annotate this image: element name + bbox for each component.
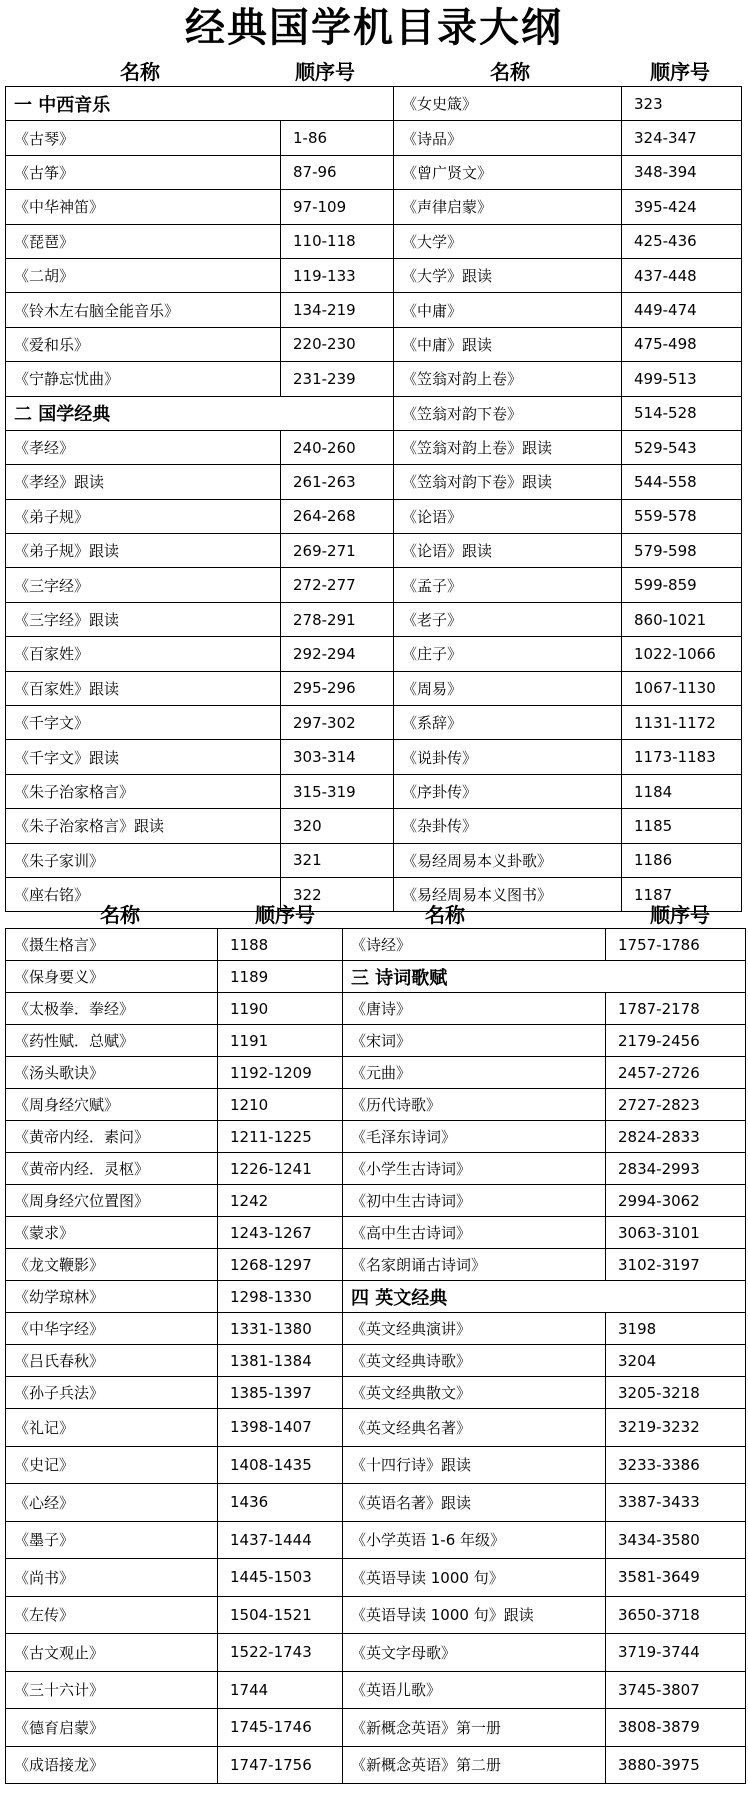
table-row xyxy=(6,637,742,671)
item-name: 《笠翁对韵下卷》 xyxy=(394,396,622,430)
item-name: 《小学生古诗词》 xyxy=(343,1153,606,1185)
item-seq: 292-294 xyxy=(281,637,394,671)
section-heading: 三 诗词歌赋 xyxy=(343,961,746,993)
table-row xyxy=(6,740,742,774)
table-row xyxy=(6,258,742,292)
section-heading: 二 国学经典 xyxy=(6,396,394,430)
item-name: 《蒙求》 xyxy=(6,1217,218,1249)
item-seq: 240-260 xyxy=(281,430,394,464)
item-name: 《太极拳．拳经》 xyxy=(6,993,218,1025)
item-seq: 3650-3718 xyxy=(606,1596,746,1634)
item-seq: 1131-1172 xyxy=(622,706,742,740)
table-row xyxy=(6,1313,746,1345)
table-row xyxy=(6,1559,746,1597)
table-row xyxy=(6,1089,746,1121)
item-name: 《女史箴》 xyxy=(394,87,622,121)
item-seq: 303-314 xyxy=(281,740,394,774)
column-header-seq: 顺序号 xyxy=(255,903,315,927)
item-name: 《名家朗诵古诗词》 xyxy=(343,1249,606,1281)
table-row xyxy=(6,1185,746,1217)
table-row xyxy=(6,1671,746,1709)
item-name: 《论语》跟读 xyxy=(394,534,622,568)
item-seq: 437-448 xyxy=(622,258,742,292)
item-seq: 559-578 xyxy=(622,499,742,533)
item-seq: 295-296 xyxy=(281,671,394,705)
item-seq: 514-528 xyxy=(622,396,742,430)
item-name: 《百家姓》 xyxy=(6,637,281,671)
table-row xyxy=(6,224,742,258)
item-seq: 1436 xyxy=(218,1484,343,1522)
item-name: 《英文经典演讲》 xyxy=(343,1313,606,1345)
table-row xyxy=(6,1377,746,1409)
item-seq: 1268-1297 xyxy=(218,1249,343,1281)
item-seq: 1185 xyxy=(622,809,742,843)
item-name: 《二胡》 xyxy=(6,258,281,292)
item-name: 《大学》跟读 xyxy=(394,258,622,292)
item-name: 《黄帝内经．素问》 xyxy=(6,1121,218,1153)
item-seq: 395-424 xyxy=(622,190,742,224)
item-name: 《中庸》跟读 xyxy=(394,327,622,361)
table-row xyxy=(6,1409,746,1447)
item-name: 《唐诗》 xyxy=(343,993,606,1025)
item-name: 《笠翁对韵上卷》跟读 xyxy=(394,430,622,464)
item-seq: 3205-3218 xyxy=(606,1377,746,1409)
item-name: 《朱子治家格言》 xyxy=(6,774,281,808)
item-name: 《吕氏春秋》 xyxy=(6,1345,218,1377)
item-seq: 3880-3975 xyxy=(606,1746,746,1784)
item-seq: 3387-3433 xyxy=(606,1484,746,1522)
item-name: 《易经周易本义卦歌》 xyxy=(394,843,622,877)
item-seq: 1757-1786 xyxy=(606,929,746,961)
item-name: 《中华神笛》 xyxy=(6,190,281,224)
column-header-name: 名称 xyxy=(100,903,140,927)
table-row xyxy=(6,327,742,361)
item-name: 《墨子》 xyxy=(6,1521,218,1559)
item-name: 《英语导读 1000 句》跟读 xyxy=(343,1596,606,1634)
item-seq: 599-859 xyxy=(622,568,742,602)
item-seq: 1504-1521 xyxy=(218,1596,343,1634)
item-seq: 2727-2823 xyxy=(606,1089,746,1121)
table-row xyxy=(6,1281,746,1313)
item-seq: 1022-1066 xyxy=(622,637,742,671)
item-seq: 3581-3649 xyxy=(606,1559,746,1597)
item-seq: 1242 xyxy=(218,1185,343,1217)
item-seq: 1331-1380 xyxy=(218,1313,343,1345)
item-seq: 425-436 xyxy=(622,224,742,258)
item-seq: 3719-3744 xyxy=(606,1634,746,1672)
item-name: 《诗经》 xyxy=(343,929,606,961)
column-header-name: 名称 xyxy=(120,60,160,84)
item-name: 《中华字经》 xyxy=(6,1313,218,1345)
table-row xyxy=(6,706,742,740)
table-row xyxy=(6,1249,746,1281)
item-name: 《英语导读 1000 句》 xyxy=(343,1559,606,1597)
item-name: 《英语儿歌》 xyxy=(343,1671,606,1709)
item-seq: 860-1021 xyxy=(622,602,742,636)
item-name: 《孟子》 xyxy=(394,568,622,602)
item-seq: 324-347 xyxy=(622,121,742,155)
item-seq: 579-598 xyxy=(622,534,742,568)
item-seq: 544-558 xyxy=(622,465,742,499)
item-seq: 1191 xyxy=(218,1025,343,1057)
item-name: 《英文经典诗歌》 xyxy=(343,1345,606,1377)
item-seq: 2457-2726 xyxy=(606,1057,746,1089)
item-name: 《幼学琼林》 xyxy=(6,1281,218,1313)
table-row xyxy=(6,1634,746,1672)
item-name: 《新概念英语》第一册 xyxy=(343,1709,606,1747)
table-row xyxy=(6,774,742,808)
table-row xyxy=(6,1746,746,1784)
item-name: 《小学英语 1-6 年级》 xyxy=(343,1521,606,1559)
item-name: 《论语》 xyxy=(394,499,622,533)
table-row xyxy=(6,671,742,705)
item-name: 《药性赋．总赋》 xyxy=(6,1025,218,1057)
item-name: 《朱子治家格言》跟读 xyxy=(6,809,281,843)
table-row xyxy=(6,87,742,121)
item-name: 《弟子规》跟读 xyxy=(6,534,281,568)
item-name: 《龙文鞭影》 xyxy=(6,1249,218,1281)
section-heading: 一 中西音乐 xyxy=(6,87,394,121)
item-seq: 297-302 xyxy=(281,706,394,740)
item-seq: 261-263 xyxy=(281,465,394,499)
item-name: 《英文字母歌》 xyxy=(343,1634,606,1672)
table-row xyxy=(6,929,746,961)
item-name: 《笠翁对韵下卷》跟读 xyxy=(394,465,622,499)
item-seq: 315-319 xyxy=(281,774,394,808)
item-name: 《元曲》 xyxy=(343,1057,606,1089)
item-name: 《周身经穴位置图》 xyxy=(6,1185,218,1217)
item-seq: 1243-1267 xyxy=(218,1217,343,1249)
item-seq: 220-230 xyxy=(281,327,394,361)
item-name: 《古琴》 xyxy=(6,121,281,155)
table-row xyxy=(6,1596,746,1634)
item-name: 《三字经》跟读 xyxy=(6,602,281,636)
item-seq: 3102-3197 xyxy=(606,1249,746,1281)
item-seq: 475-498 xyxy=(622,327,742,361)
item-seq: 1398-1407 xyxy=(218,1409,343,1447)
section-heading: 四 英文经典 xyxy=(343,1281,746,1313)
item-name: 《声律启蒙》 xyxy=(394,190,622,224)
item-name: 《孙子兵法》 xyxy=(6,1377,218,1409)
item-name: 《初中生古诗词》 xyxy=(343,1185,606,1217)
item-name: 《史记》 xyxy=(6,1446,218,1484)
item-name: 《周身经穴赋》 xyxy=(6,1089,218,1121)
table-row xyxy=(6,1153,746,1185)
item-seq: 449-474 xyxy=(622,293,742,327)
column-header-seq: 顺序号 xyxy=(650,903,710,927)
item-name: 《毛泽东诗词》 xyxy=(343,1121,606,1153)
item-name: 《庄子》 xyxy=(394,637,622,671)
item-seq: 3745-3807 xyxy=(606,1671,746,1709)
item-seq: 2179-2456 xyxy=(606,1025,746,1057)
page-title: 经典国学机目录大纲 xyxy=(185,5,563,51)
table-row xyxy=(6,993,746,1025)
item-seq: 119-133 xyxy=(281,258,394,292)
table-row xyxy=(6,1345,746,1377)
item-seq: 1445-1503 xyxy=(218,1559,343,1597)
item-name: 《老子》 xyxy=(394,602,622,636)
item-seq: 321 xyxy=(281,843,394,877)
column-header-seq: 顺序号 xyxy=(295,60,355,84)
item-name: 《笠翁对韵上卷》 xyxy=(394,362,622,396)
item-seq: 1385-1397 xyxy=(218,1377,343,1409)
item-seq: 1210 xyxy=(218,1089,343,1121)
catalog-table-2 xyxy=(5,928,746,1784)
item-seq: 3219-3232 xyxy=(606,1409,746,1447)
item-name: 《孝经》 xyxy=(6,430,281,464)
item-seq: 272-277 xyxy=(281,568,394,602)
table-row xyxy=(6,843,742,877)
item-name: 《千字文》跟读 xyxy=(6,740,281,774)
table-row xyxy=(6,155,742,189)
item-name: 《弟子规》 xyxy=(6,499,281,533)
item-name: 《说卦传》 xyxy=(394,740,622,774)
item-seq: 1186 xyxy=(622,843,742,877)
item-seq: 87-96 xyxy=(281,155,394,189)
item-seq: 3233-3386 xyxy=(606,1446,746,1484)
item-name: 《英文经典散文》 xyxy=(343,1377,606,1409)
item-name: 《孝经》跟读 xyxy=(6,465,281,499)
item-seq: 264-268 xyxy=(281,499,394,533)
item-name: 《三十六计》 xyxy=(6,1671,218,1709)
item-seq: 2994-3062 xyxy=(606,1185,746,1217)
table-row xyxy=(6,1521,746,1559)
table-row xyxy=(6,1709,746,1747)
item-seq: 1173-1183 xyxy=(622,740,742,774)
item-name: 《琵琶》 xyxy=(6,224,281,258)
item-seq: 1189 xyxy=(218,961,343,993)
item-name: 《序卦传》 xyxy=(394,774,622,808)
item-name: 《三字经》 xyxy=(6,568,281,602)
item-seq: 110-118 xyxy=(281,224,394,258)
item-name: 《英文经典名著》 xyxy=(343,1409,606,1447)
item-name: 《黄帝内经．灵枢》 xyxy=(6,1153,218,1185)
item-seq: 3063-3101 xyxy=(606,1217,746,1249)
item-name: 《千字文》 xyxy=(6,706,281,740)
item-name: 《易经周易本义图书》 xyxy=(394,877,622,911)
table-row xyxy=(6,121,742,155)
item-name: 《朱子家训》 xyxy=(6,843,281,877)
item-name: 《百家姓》跟读 xyxy=(6,671,281,705)
item-seq: 1408-1435 xyxy=(218,1446,343,1484)
item-seq: 3808-3879 xyxy=(606,1709,746,1747)
column-header-name: 名称 xyxy=(490,60,530,84)
item-seq: 323 xyxy=(622,87,742,121)
item-name: 《中庸》 xyxy=(394,293,622,327)
item-name: 《高中生古诗词》 xyxy=(343,1217,606,1249)
table-row xyxy=(6,1057,746,1089)
item-name: 《爱和乐》 xyxy=(6,327,281,361)
item-name: 《英语名著》跟读 xyxy=(343,1484,606,1522)
table-row xyxy=(6,362,742,396)
item-name: 《汤头歌诀》 xyxy=(6,1057,218,1089)
item-seq: 1184 xyxy=(622,774,742,808)
table-row xyxy=(6,961,746,993)
item-seq: 529-543 xyxy=(622,430,742,464)
item-seq: 269-271 xyxy=(281,534,394,568)
item-seq: 1187 xyxy=(622,877,742,911)
table-row xyxy=(6,534,742,568)
item-name: 《系辞》 xyxy=(394,706,622,740)
table-row xyxy=(6,396,742,430)
item-name: 《新概念英语》第二册 xyxy=(343,1746,606,1784)
table-row xyxy=(6,1217,746,1249)
item-seq: 231-239 xyxy=(281,362,394,396)
item-name: 《礼记》 xyxy=(6,1409,218,1447)
item-name: 《杂卦传》 xyxy=(394,809,622,843)
item-name: 《成语接龙》 xyxy=(6,1746,218,1784)
item-name: 《历代诗歌》 xyxy=(343,1089,606,1121)
item-seq: 2834-2993 xyxy=(606,1153,746,1185)
table-row xyxy=(6,1121,746,1153)
item-seq: 1744 xyxy=(218,1671,343,1709)
item-seq: 1522-1743 xyxy=(218,1634,343,1672)
item-name: 《十四行诗》跟读 xyxy=(343,1446,606,1484)
item-name: 《诗品》 xyxy=(394,121,622,155)
column-header-seq: 顺序号 xyxy=(650,60,710,84)
item-seq: 3198 xyxy=(606,1313,746,1345)
item-seq: 1192-1209 xyxy=(218,1057,343,1089)
item-seq: 278-291 xyxy=(281,602,394,636)
table-row xyxy=(6,1484,746,1522)
item-name: 《保身要义》 xyxy=(6,961,218,993)
item-name: 《周易》 xyxy=(394,671,622,705)
item-seq: 3204 xyxy=(606,1345,746,1377)
table-row xyxy=(6,293,742,327)
table-row xyxy=(6,190,742,224)
item-seq: 1745-1746 xyxy=(218,1709,343,1747)
item-name: 《德育启蒙》 xyxy=(6,1709,218,1747)
table-row xyxy=(6,499,742,533)
item-seq: 1067-1130 xyxy=(622,671,742,705)
catalog-table-1 xyxy=(5,86,742,912)
item-seq: 1211-1225 xyxy=(218,1121,343,1153)
item-name: 《铃木左右脑全能音乐》 xyxy=(6,293,281,327)
item-seq: 1747-1756 xyxy=(218,1746,343,1784)
item-seq: 499-513 xyxy=(622,362,742,396)
table-row xyxy=(6,1446,746,1484)
item-name: 《尚书》 xyxy=(6,1559,218,1597)
item-seq: 1226-1241 xyxy=(218,1153,343,1185)
item-name: 《座右铭》 xyxy=(6,877,281,911)
item-name: 《大学》 xyxy=(394,224,622,258)
item-name: 《曾广贤文》 xyxy=(394,155,622,189)
table-row xyxy=(6,809,742,843)
item-seq: 1437-1444 xyxy=(218,1521,343,1559)
item-seq: 320 xyxy=(281,809,394,843)
item-seq: 348-394 xyxy=(622,155,742,189)
item-seq: 1381-1384 xyxy=(218,1345,343,1377)
item-name: 《古筝》 xyxy=(6,155,281,189)
item-seq: 1298-1330 xyxy=(218,1281,343,1313)
table-row xyxy=(6,602,742,636)
item-seq: 322 xyxy=(281,877,394,911)
item-name: 《宋词》 xyxy=(343,1025,606,1057)
item-seq: 1188 xyxy=(218,929,343,961)
item-seq: 3434-3580 xyxy=(606,1521,746,1559)
item-seq: 134-219 xyxy=(281,293,394,327)
item-seq: 1190 xyxy=(218,993,343,1025)
column-header-name: 名称 xyxy=(425,903,465,927)
item-seq: 2824-2833 xyxy=(606,1121,746,1153)
item-name: 《摄生格言》 xyxy=(6,929,218,961)
table-row xyxy=(6,465,742,499)
item-seq: 1787-2178 xyxy=(606,993,746,1025)
table-row xyxy=(6,568,742,602)
table-row xyxy=(6,1025,746,1057)
item-name: 《宁静忘忧曲》 xyxy=(6,362,281,396)
table-row xyxy=(6,430,742,464)
item-seq: 97-109 xyxy=(281,190,394,224)
item-name: 《古文观止》 xyxy=(6,1634,218,1672)
item-name: 《左传》 xyxy=(6,1596,218,1634)
item-seq: 1-86 xyxy=(281,121,394,155)
item-name: 《心经》 xyxy=(6,1484,218,1522)
